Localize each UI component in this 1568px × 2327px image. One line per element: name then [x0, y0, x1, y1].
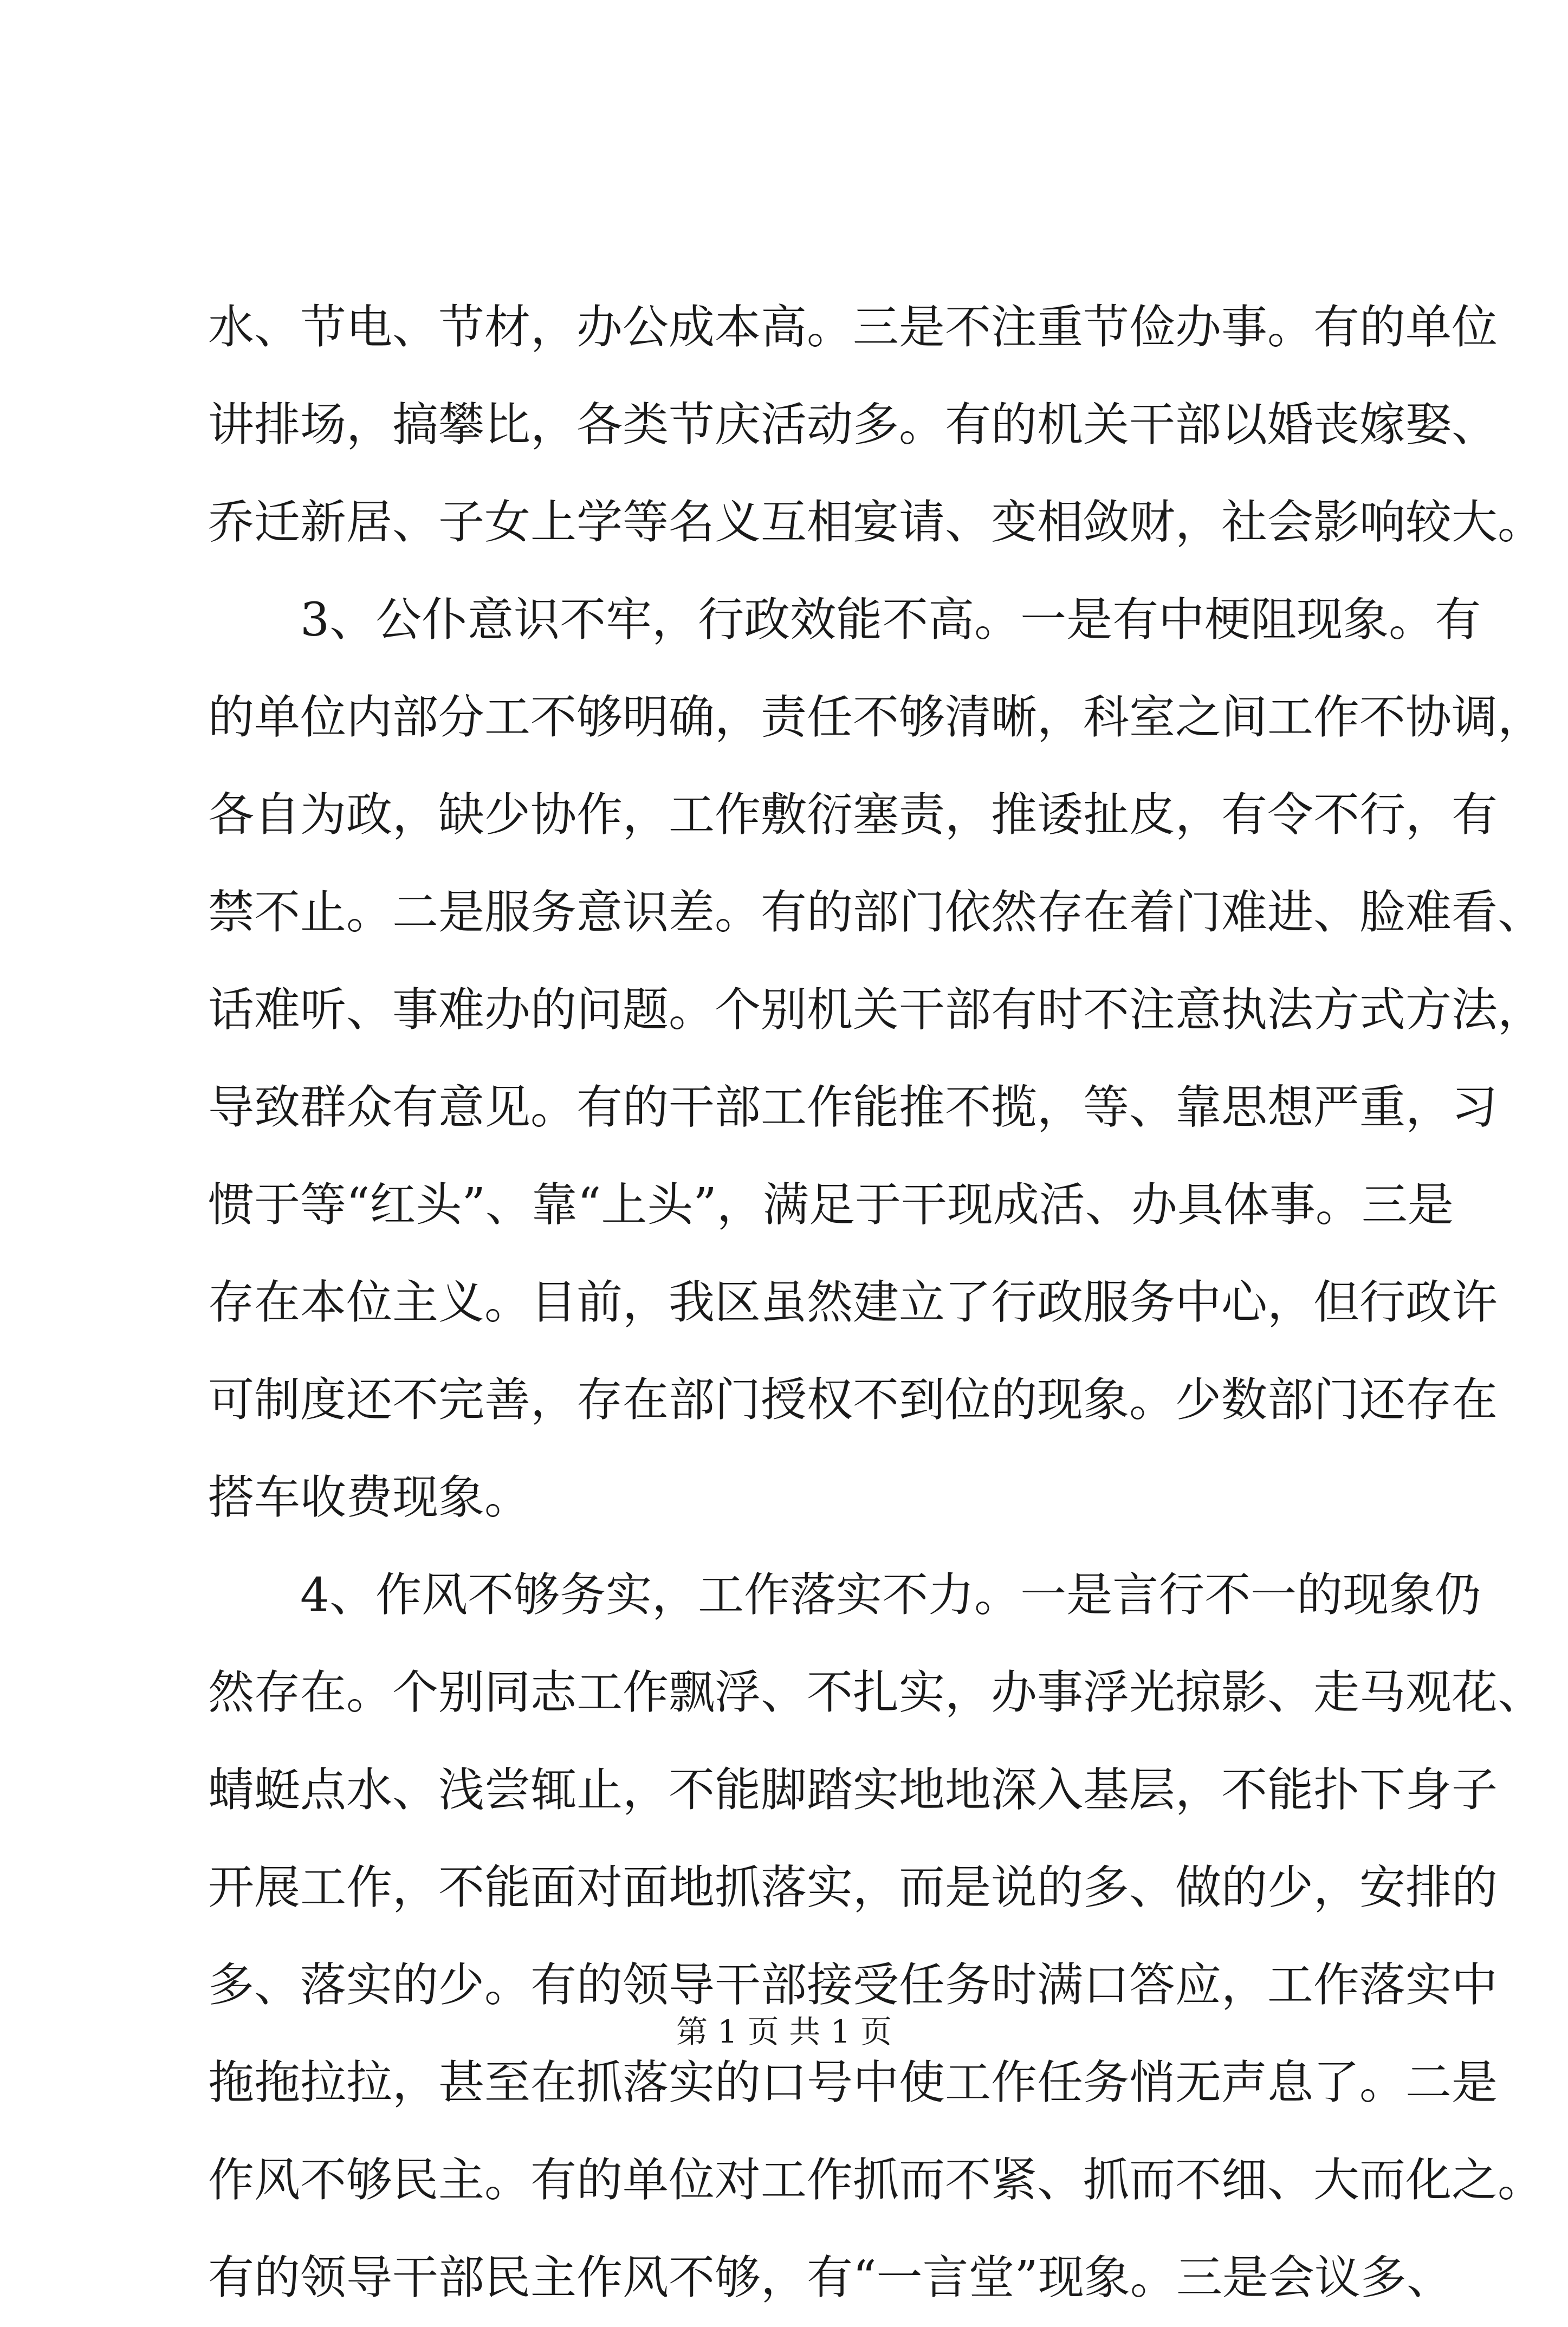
text-line: 可制度还不完善，存在部门授权不到位的现象。少数部门还存在 — [208, 1373, 1498, 1427]
text-line: 水、节电、节材，办公成本高。三是不注重节俭办事。有的单位 — [208, 301, 1498, 354]
text-line: 存在本位主义。目前，我区虽然建立了行政服务中心，但行政许 — [208, 1276, 1498, 1330]
text-line: 拖拖拉拉，甚至在抓落实的口号中使工作任务悄无声息了。二是 — [208, 2056, 1498, 2110]
text-line: 蜻蜓点水、浅尝辄止，不能脚踏实地地深入基层，不能扑下身子 — [208, 1764, 1498, 1817]
text-line: 多、落实的少。有的领导干部接受任务时满口答应，工作落实中 — [208, 1959, 1498, 2012]
text-line: 的单位内部分工不够明确，责任不够清晰，科室之间工作不协调， — [208, 691, 1544, 744]
text-line: 然存在。个别同志工作飘浮、不扎实，办事浮光掠影、走马观花、 — [208, 1666, 1544, 1720]
text-line: 搭车收费现象。 — [208, 1471, 531, 1525]
text-line: 有的领导干部民主作风不够，有“一言堂”现象。三是会议多、 — [208, 2251, 1453, 2305]
paragraph-4-first-line: 4、作风不够务实，工作落实不力。一是言行不一的现象仍 — [300, 1568, 1481, 1622]
text-line: 导致群众有意见。有的干部工作能推不揽，等、靠思想严重，习 — [208, 1081, 1498, 1135]
text-line: 乔迁新居、子女上学等名义互相宴请、变相敛财，社会影响较大。 — [208, 496, 1544, 549]
paragraph-3-first-line: 3、公仆意识不牢，行政效能不高。一是有中梗阻现象。有 — [300, 593, 1481, 647]
text-line: 讲排场，搞攀比，各类节庆活动多。有的机关干部以婚丧嫁娶、 — [208, 398, 1498, 452]
text-line: 各自为政，缺少协作，工作敷衍塞责，推诿扯皮，有令不行，有 — [208, 788, 1498, 842]
text-line: 惯于等“红头”、靠“上头”，满足于干现成活、办具体事。三是 — [208, 1178, 1454, 1232]
text-line: 禁不止。二是服务意识差。有的部门依然存在着门难进、脸难看、 — [208, 886, 1544, 939]
text-line: 作风不够民主。有的单位对工作抓而不紧、抓而不细、大而化之。 — [208, 2154, 1544, 2207]
text-line: 开展工作，不能面对面地抓落实，而是说的多、做的少，安排的 — [208, 1861, 1498, 1915]
text-line: 话难听、事难办的问题。个别机关干部有时不注意执法方式方法， — [208, 983, 1544, 1037]
page-number-footer: 第 1 页 共 1 页 — [676, 2013, 892, 2050]
